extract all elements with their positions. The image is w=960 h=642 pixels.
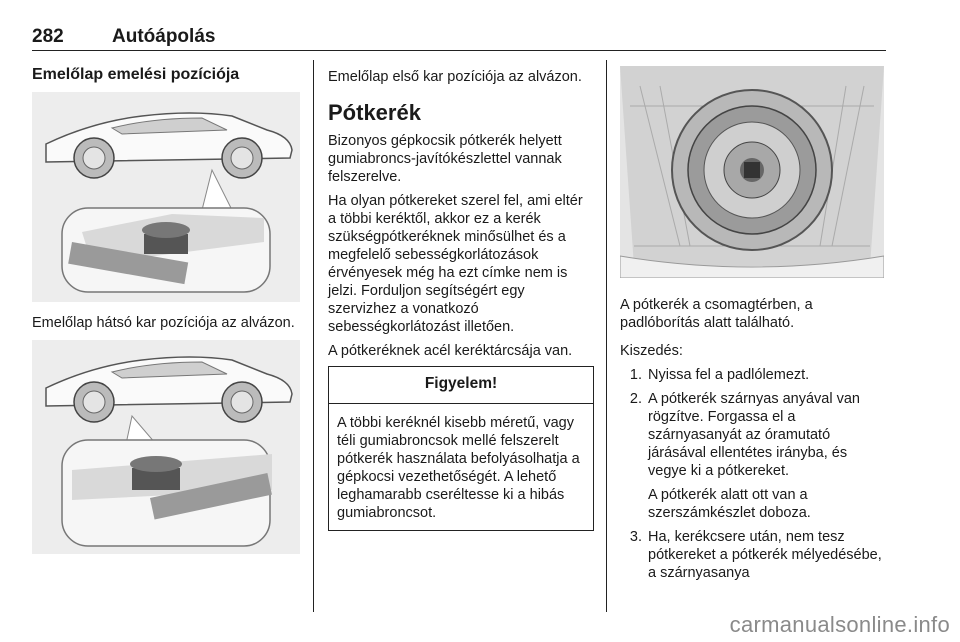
page-header: [32, 20, 886, 50]
rear-jack-figure: [32, 340, 300, 554]
watermark: carmanualsonline.info: [729, 612, 950, 637]
column-3: [620, 60, 886, 588]
column-1: [32, 60, 300, 554]
car-rear-jack-illustration: [32, 340, 300, 554]
front-jack-figure: [32, 92, 300, 302]
header-divider: [32, 50, 886, 51]
page-number: 282: [32, 26, 64, 47]
column-divider-1: [313, 60, 314, 612]
step-1: 1. Nyissa fel a padlólemezt.: [646, 366, 886, 384]
column-2: [328, 60, 594, 531]
warning-body: A többi keréknél kisebb méretű, vagy téli gumiabroncsok mellé felszerelt pótkerék használata befolyásolhatja a gépkocsi vezethetőségét. A lehető leghamarabb cseréltesse ki a hibás gumiabroncsot.: [337, 415, 580, 521]
rear-jack-caption: Emelőlap hátsó kar pozíciója az alvázon.: [32, 315, 295, 331]
column-divider-2: [606, 60, 607, 612]
spare-wheel-para-3: A pótkeréknek acél keréktárcsája van.: [328, 343, 573, 359]
step-3: 3. Ha, kerékcsere után, nem tesz pótkereket a pótkerék mélyedésébe, a szárnyasanya: [646, 528, 886, 582]
spare-wheel-para-1: Bizonyos gépkocsik pótkerék helyett gumiabroncs-javítókészlettel vannak felszerelve.: [328, 133, 562, 185]
step-2-note: A pótkerék alatt ott van a szerszámkészlet doboza.: [648, 487, 811, 521]
jack-position-heading: Emelőlap emelési pozíciója: [32, 66, 240, 83]
removal-label: Kiszedés:: [620, 343, 683, 359]
removal-steps: [620, 366, 886, 582]
spare-wheel-figure: [620, 66, 884, 278]
section-title: Autóápolás: [112, 26, 216, 47]
car-front-jack-illustration: [32, 92, 300, 302]
front-jack-caption: Emelőlap első kar pozíciója az alvázon.: [328, 69, 582, 85]
spare-wheel-title: Pótkerék: [328, 100, 421, 125]
step-2: 2. A pótkerék szárnyas anyával van rögzítve. Forgassa el a szárnyasanyát az óramutató járásával ellentétes irányba, és vegye ki a pótkereket. A pótkerék alatt ott van a szerszámkészlet doboza.: [646, 390, 886, 522]
spare-wheel-trunk-illustration: [620, 66, 884, 278]
warning-box: [328, 366, 594, 531]
warning-title: Figyelem!: [329, 367, 593, 404]
location-para: A pótkerék a csomagtérben, a padlóborítás alatt található.: [620, 297, 813, 331]
spare-wheel-para-2: Ha olyan pótkereket szerel fel, ami eltér a többi keréktől, akkor ez a kerék szükségpótkeréknek minősülhet és a megfelelő sebességkorlátozások érvényesek még ha ezt címke nem is jelzi. Forduljon segítségért egy szervizhez a vonatkozó sebességkorlátozást illetően.: [328, 193, 583, 335]
